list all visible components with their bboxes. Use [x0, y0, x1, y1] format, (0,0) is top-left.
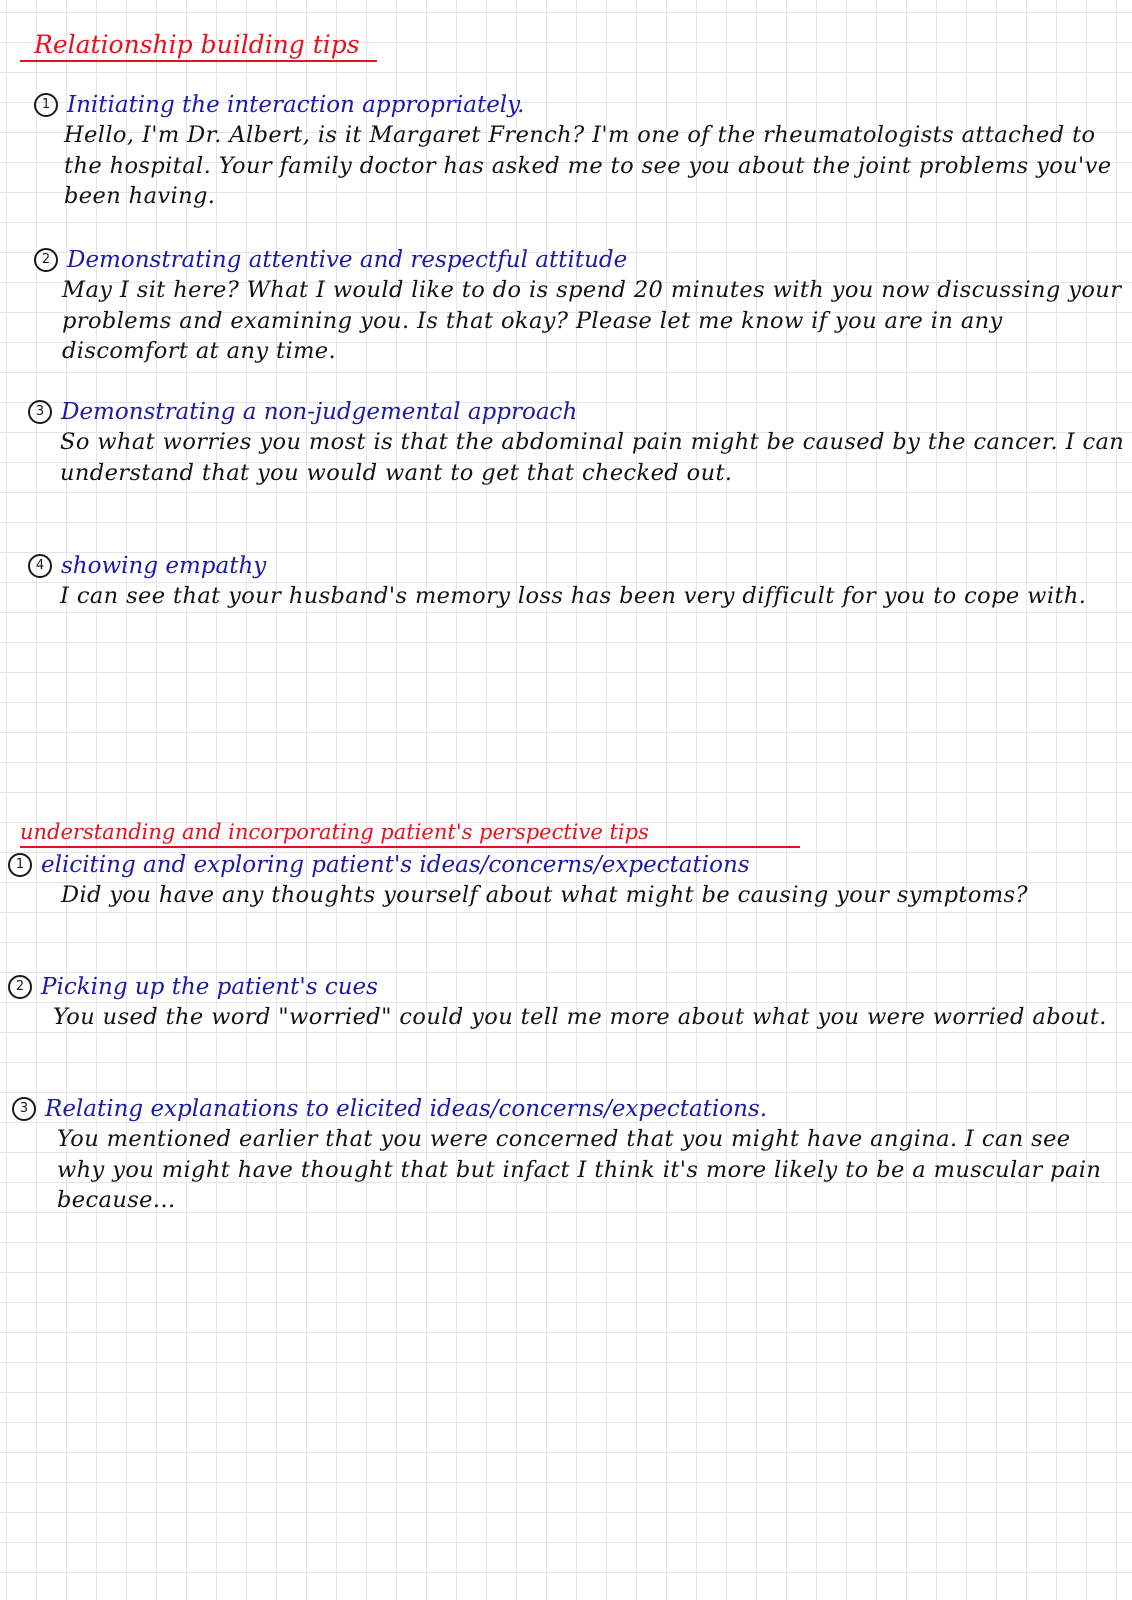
tip-example: May I sit here? What I would like to do is spend 20 minutes with you now discussing your problems and examining you. Is that okay? Please let me know if you are in any discomfort at any time. [62, 277, 1122, 364]
tip-example: Hello, I'm Dr. Albert, is it Margaret French? I'm one of the rheumatologists attached to the hospital. Your family doctor has asked me to see you about the joint problems you've been having. [64, 122, 1112, 209]
circled-number-3-icon: 3 [28, 400, 52, 424]
relationship-title-underline [20, 60, 377, 62]
tip-heading: Initiating the interaction appropriately. [67, 92, 525, 118]
relationship-tip-3 [28, 397, 1128, 488]
tip-heading-row [8, 850, 1108, 880]
circled-number-2-icon: 2 [8, 975, 32, 999]
tip-example: You used the word "worried" could you tell me more about what you were worried about. [53, 1004, 1107, 1030]
tip-heading: Relating explanations to elicited ideas/concerns/expectations. [45, 1096, 768, 1122]
tip-heading-row [12, 1094, 1112, 1124]
tip-heading-row [34, 245, 1132, 275]
relationship-section-title: Relationship building tips [34, 30, 360, 59]
tip-heading: showing empathy [61, 553, 267, 579]
perspective-tip-1 [8, 850, 1108, 911]
perspective-tip-3 [12, 1094, 1112, 1216]
tip-example: So what worries you most is that the abdominal pain might be caused by the cancer. I can understand that you would want to get that checked out. [60, 429, 1125, 486]
relationship-tip-4 [28, 551, 1128, 612]
relationship-tip-2 [34, 245, 1132, 367]
tip-heading-row [28, 397, 1128, 427]
tip-example: I can see that your husband's memory loss has been very difficult for you to cope with. [60, 583, 1087, 609]
tip-example: Did you have any thoughts yourself about what might be causing your symptoms? [61, 882, 1028, 908]
tip-heading: Picking up the patient's cues [41, 974, 378, 1000]
tip-heading-row [34, 90, 1132, 120]
tip-heading-row [8, 972, 1108, 1002]
circled-number-1-icon: 1 [8, 853, 32, 877]
circled-number-3-icon: 3 [12, 1097, 36, 1121]
circled-number-2-icon: 2 [34, 248, 58, 272]
perspective-section-title: understanding and incorporating patient's perspective tips [20, 820, 649, 844]
perspective-title-underline [20, 846, 800, 848]
tip-heading: Demonstrating a non-judgemental approach [61, 399, 578, 425]
circled-number-1-icon: 1 [34, 93, 58, 117]
tip-heading: Demonstrating attentive and respectful attitude [67, 247, 628, 273]
relationship-tip-1 [34, 90, 1132, 212]
perspective-tip-2 [8, 972, 1108, 1033]
tip-heading: eliciting and exploring patient's ideas/concerns/expectations [41, 852, 750, 878]
circled-number-4-icon: 4 [28, 554, 52, 578]
tip-heading-row [28, 551, 1128, 581]
tip-example: You mentioned earlier that you were concerned that you might have angina. I can see why you might have thought that but infact I think it's more likely to be a muscular pain because... [57, 1126, 1102, 1213]
